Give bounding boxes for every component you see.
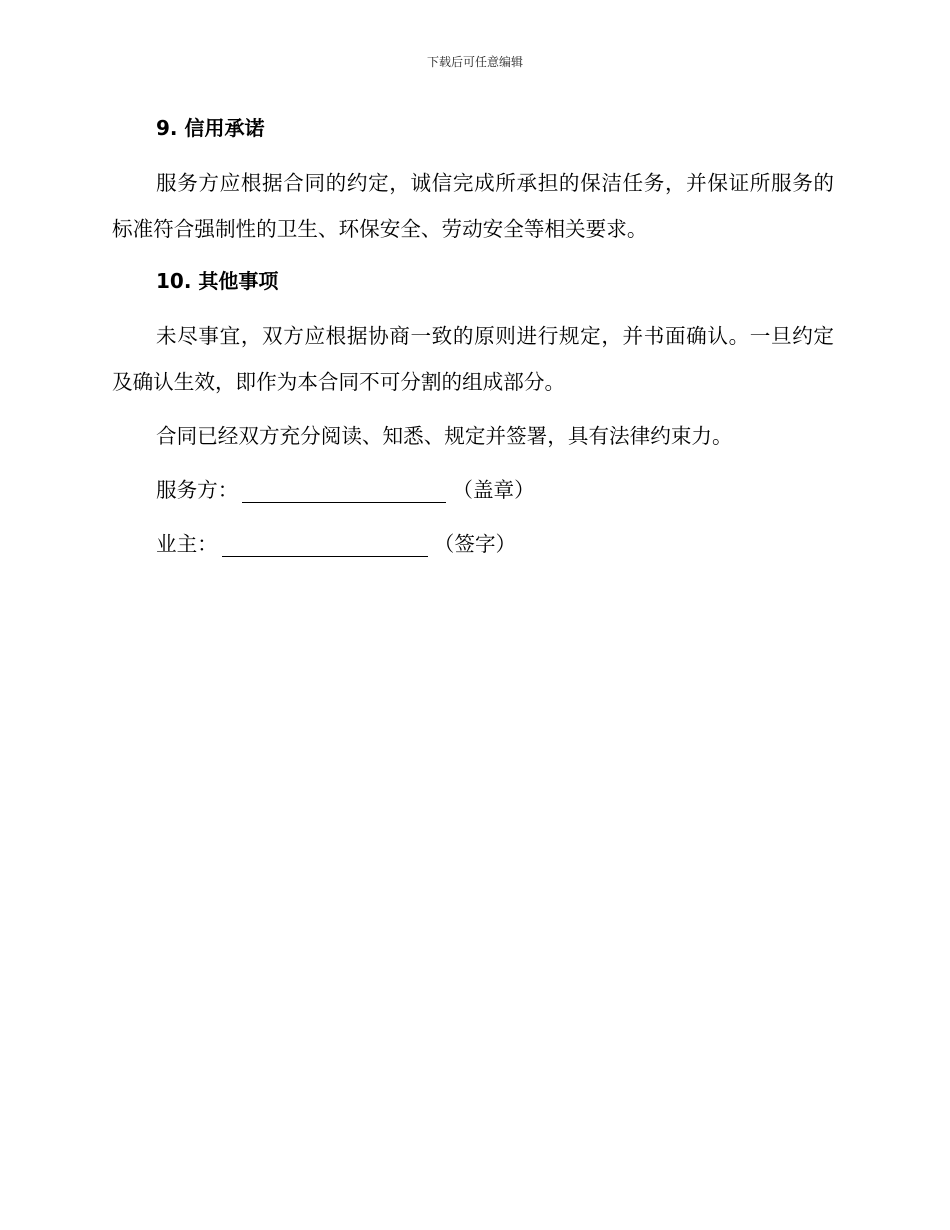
signature-blank-service-party — [242, 480, 446, 503]
signature-note-seal: （盖章） — [452, 478, 535, 502]
paragraph-credit-commitment: 服务方应根据合同的约定，诚信完成所承担的保洁任务，并保证所服务的标准符合强制性的卫生、环保安全、劳动安全等相关要求。 — [112, 171, 834, 241]
signature-label-owner: 业主： — [156, 532, 218, 556]
paragraph-legal-binding: 合同已经双方充分阅读、知悉、规定并签署，具有法律约束力。 — [156, 424, 733, 448]
signature-blank-owner — [222, 534, 428, 557]
signature-note-sign: （签字） — [433, 532, 517, 556]
signature-line-owner — [156, 529, 516, 559]
section-heading-other-matters: 10. 其他事项 — [156, 269, 279, 293]
section-heading-credit-commitment: 9. 信用承诺 — [156, 116, 265, 140]
signature-label-service-party: 服务方： — [156, 478, 239, 502]
page-header: 下载后可任意编辑 — [426, 55, 523, 69]
paragraph-other-matters: 未尽事宜，双方应根据协商一致的原则进行规定，并书面确认。一旦约定及确认生效，即作为本合同不可分割的组成部分。 — [112, 324, 834, 394]
signature-line-service-party — [156, 475, 535, 505]
